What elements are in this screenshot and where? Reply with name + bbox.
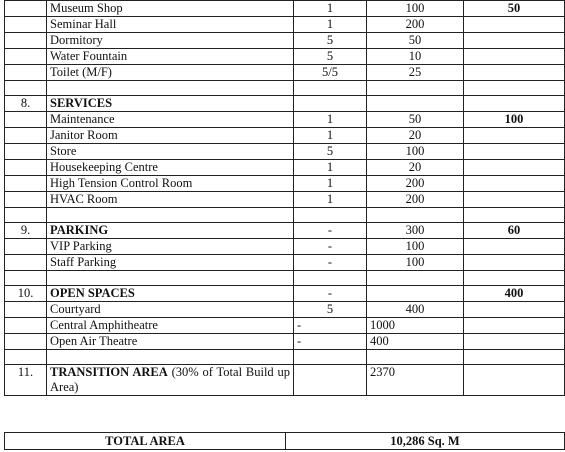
section-number	[5, 334, 47, 350]
empty-cell	[5, 350, 47, 365]
transition-row	[5, 365, 565, 396]
section-number: 9.	[5, 223, 47, 239]
empty-cell	[294, 208, 367, 223]
space-name: Store	[47, 144, 294, 160]
area-cell: 200	[367, 176, 464, 192]
area-cell	[367, 96, 464, 112]
empty-cell	[47, 350, 294, 365]
table-row	[5, 144, 565, 160]
quantity-cell: -	[294, 239, 367, 255]
quantity-cell	[294, 365, 367, 396]
section-number	[5, 65, 47, 81]
total-cell	[464, 17, 565, 33]
table-row	[5, 17, 565, 33]
quantity-cell: -	[294, 286, 367, 302]
area-table	[4, 0, 565, 396]
transition-label	[47, 365, 294, 396]
table-row	[5, 160, 565, 176]
quantity-cell: 1	[294, 160, 367, 176]
total-cell	[464, 302, 565, 318]
total-area-table	[4, 432, 565, 450]
section-number: 8.	[5, 96, 47, 112]
total-cell	[464, 128, 565, 144]
space-name: High Tension Control Room	[47, 176, 294, 192]
total-cell	[464, 176, 565, 192]
total-cell: 60	[464, 223, 565, 239]
quantity-cell: 1	[294, 1, 367, 17]
area-cell: 50	[367, 112, 464, 128]
transition-label-rest: (30% of Total Build up Area)	[50, 365, 290, 394]
quantity-cell: 1	[294, 128, 367, 144]
total-cell	[464, 239, 565, 255]
total-cell	[464, 318, 565, 334]
empty-cell	[5, 208, 47, 223]
space-name: OPEN SPACES	[47, 286, 294, 302]
table-row	[5, 318, 565, 334]
empty-cell	[367, 350, 464, 365]
total-cell	[464, 365, 565, 396]
transition-label-bold: TRANSITION AREA	[50, 365, 168, 379]
empty-cell	[367, 81, 464, 96]
space-name: Staff Parking	[47, 255, 294, 271]
quantity-cell: 5	[294, 49, 367, 65]
empty-cell	[294, 350, 367, 365]
quantity-cell: 1	[294, 176, 367, 192]
space-name: HVAC Room	[47, 192, 294, 208]
section-number	[5, 33, 47, 49]
total-cell	[464, 96, 565, 112]
area-cell: 200	[367, 17, 464, 33]
area-cell: 100	[367, 1, 464, 17]
table-row	[5, 65, 565, 81]
empty-cell	[5, 81, 47, 96]
total-cell	[464, 334, 565, 350]
blank-row	[5, 208, 565, 223]
table-row	[5, 49, 565, 65]
area-cell: 1000	[367, 318, 464, 334]
area-cell: 100	[367, 144, 464, 160]
space-name: VIP Parking	[47, 239, 294, 255]
quantity-cell: -	[294, 318, 367, 334]
empty-cell	[47, 271, 294, 286]
area-cell: 100	[367, 255, 464, 271]
quantity-cell: -	[294, 223, 367, 239]
space-name: Central Amphitheatre	[47, 318, 294, 334]
total-cell: 50	[464, 1, 565, 17]
empty-cell	[464, 271, 565, 286]
space-name: Courtyard	[47, 302, 294, 318]
area-cell: 25	[367, 65, 464, 81]
quantity-cell: 5	[294, 144, 367, 160]
quantity-cell: 5	[294, 33, 367, 49]
empty-cell	[464, 81, 565, 96]
section-number	[5, 160, 47, 176]
empty-cell	[47, 208, 294, 223]
section-number	[5, 318, 47, 334]
total-cell	[464, 192, 565, 208]
space-name: Maintenance	[47, 112, 294, 128]
section-number	[5, 112, 47, 128]
area-cell: 300	[367, 223, 464, 239]
area-cell: 20	[367, 128, 464, 144]
total-cell	[464, 160, 565, 176]
quantity-cell: 1	[294, 192, 367, 208]
area-cell: 50	[367, 33, 464, 49]
empty-cell	[367, 271, 464, 286]
total-cell	[464, 144, 565, 160]
total-row	[5, 433, 565, 450]
space-name: Seminar Hall	[47, 17, 294, 33]
section-header-row	[5, 223, 565, 239]
section-header-row	[5, 96, 565, 112]
quantity-cell: 1	[294, 17, 367, 33]
space-name: Housekeeping Centre	[47, 160, 294, 176]
table-row	[5, 239, 565, 255]
area-cell: 10	[367, 49, 464, 65]
blank-row	[5, 350, 565, 365]
total-cell: 100	[464, 112, 565, 128]
section-number	[5, 49, 47, 65]
area-cell: 200	[367, 192, 464, 208]
table-row	[5, 176, 565, 192]
area-cell: 400	[367, 334, 464, 350]
quantity-cell: -	[294, 255, 367, 271]
section-number	[5, 1, 47, 17]
section-number	[5, 176, 47, 192]
section-number	[5, 302, 47, 318]
table-row	[5, 334, 565, 350]
table-row	[5, 128, 565, 144]
empty-cell	[464, 350, 565, 365]
section-number	[5, 17, 47, 33]
total-cell	[464, 255, 565, 271]
space-name: PARKING	[47, 223, 294, 239]
table-row	[5, 302, 565, 318]
section-number	[5, 128, 47, 144]
total-cell	[464, 65, 565, 81]
section-number	[5, 255, 47, 271]
blank-row	[5, 81, 565, 96]
table-row	[5, 33, 565, 49]
empty-cell	[294, 81, 367, 96]
empty-cell	[367, 208, 464, 223]
quantity-cell: 5/5	[294, 65, 367, 81]
table-row	[5, 1, 565, 17]
total-cell	[464, 49, 565, 65]
quantity-cell: 1	[294, 112, 367, 128]
space-name: SERVICES	[47, 96, 294, 112]
section-number: 11.	[5, 365, 47, 396]
section-number	[5, 192, 47, 208]
section-number: 10.	[5, 286, 47, 302]
space-name: Janitor Room	[47, 128, 294, 144]
empty-cell	[464, 208, 565, 223]
total-value: 10,286 Sq. M	[286, 433, 565, 450]
empty-cell	[47, 81, 294, 96]
quantity-cell	[294, 96, 367, 112]
area-cell	[367, 286, 464, 302]
section-header-row	[5, 286, 565, 302]
table-row	[5, 255, 565, 271]
empty-cell	[294, 271, 367, 286]
blank-row	[5, 271, 565, 286]
empty-cell	[5, 271, 47, 286]
table-row	[5, 112, 565, 128]
quantity-cell: -	[294, 334, 367, 350]
space-name: Open Air Theatre	[47, 334, 294, 350]
section-number	[5, 239, 47, 255]
space-name: Dormitory	[47, 33, 294, 49]
section-number	[5, 144, 47, 160]
total-cell: 400	[464, 286, 565, 302]
quantity-cell: 5	[294, 302, 367, 318]
area-cell: 2370	[367, 365, 464, 396]
space-name: Water Fountain	[47, 49, 294, 65]
space-name: Museum Shop	[47, 1, 294, 17]
area-cell: 100	[367, 239, 464, 255]
table-row	[5, 192, 565, 208]
space-name: Toilet (M/F)	[47, 65, 294, 81]
total-cell	[464, 33, 565, 49]
area-cell: 20	[367, 160, 464, 176]
total-label: TOTAL AREA	[5, 433, 286, 450]
area-cell: 400	[367, 302, 464, 318]
